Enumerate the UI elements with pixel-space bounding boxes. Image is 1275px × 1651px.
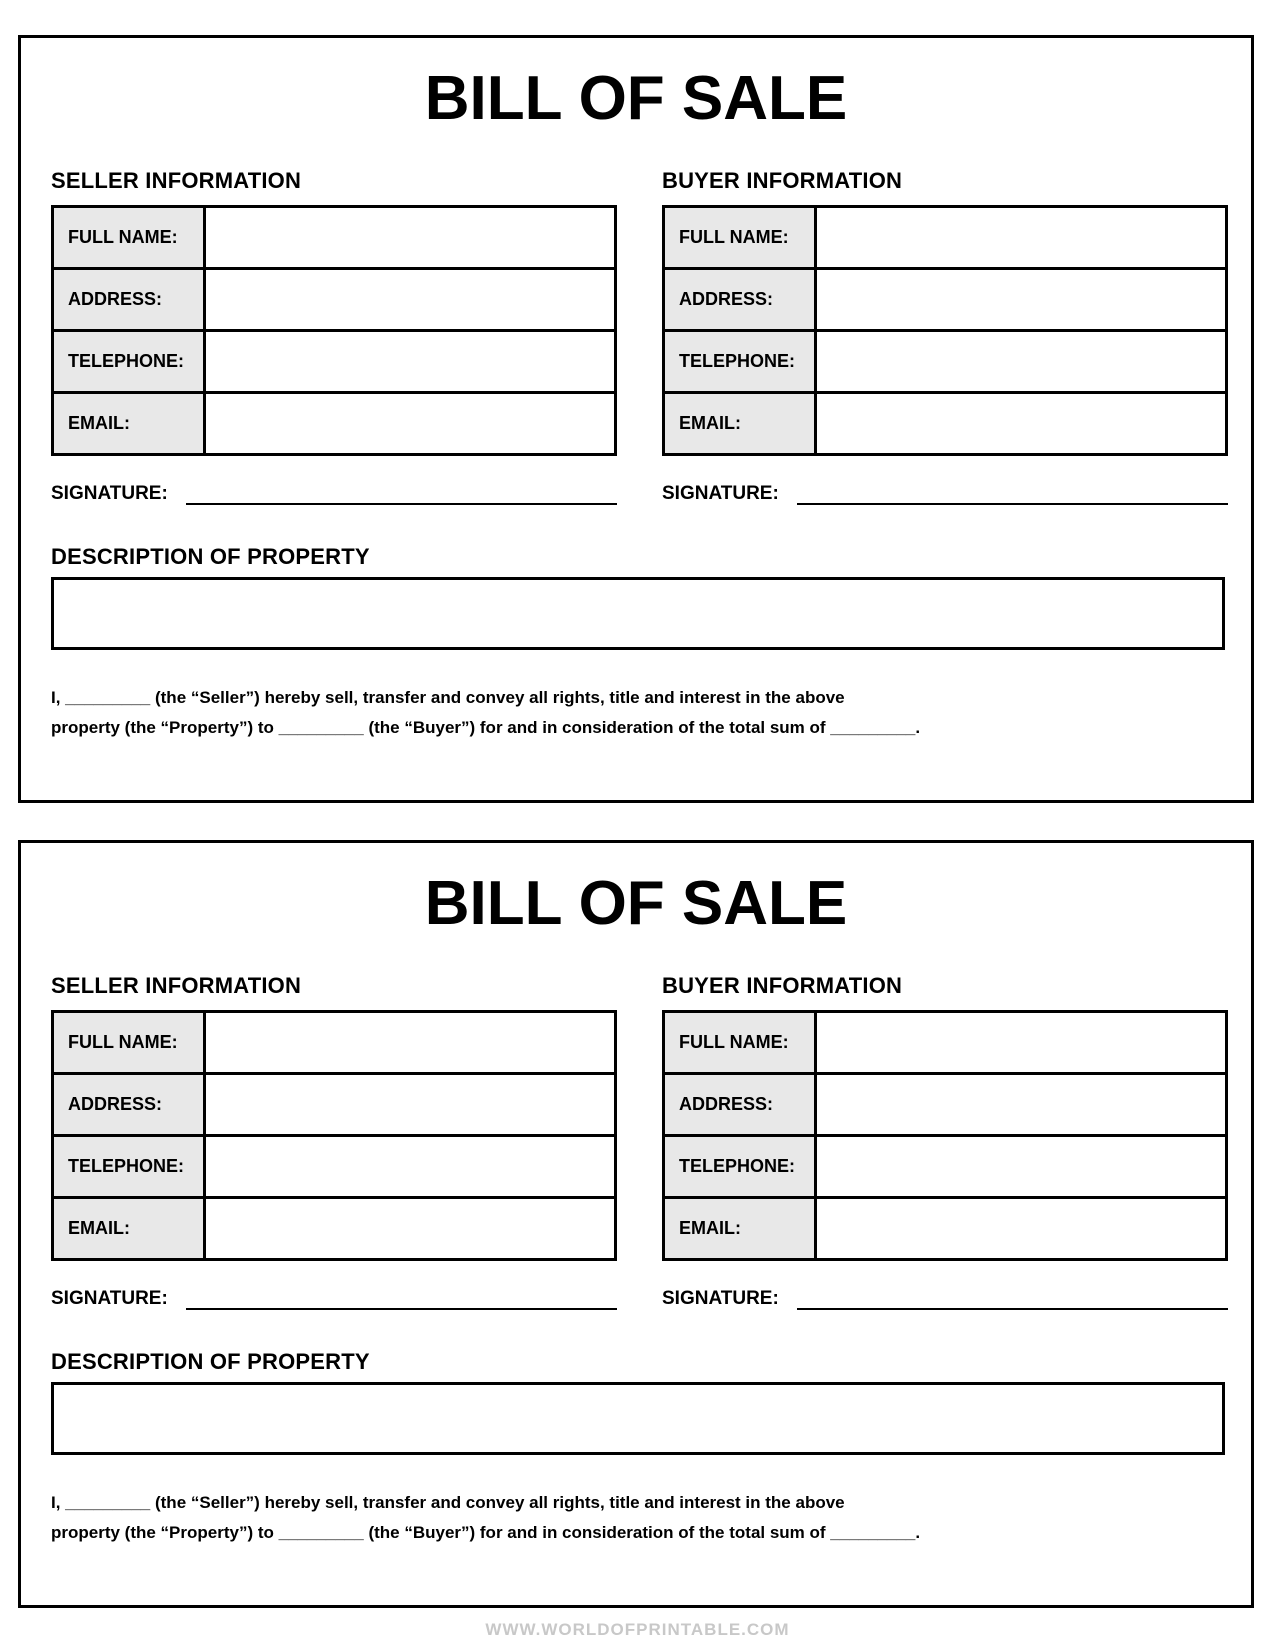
seller-signature-line[interactable]	[186, 485, 617, 505]
seller-email-field[interactable]	[205, 393, 616, 455]
buyer-telephone-field[interactable]	[816, 331, 1227, 393]
seller-signature-label: SIGNATURE:	[51, 1288, 168, 1309]
seller-signature-line[interactable]	[186, 1290, 617, 1310]
buyer-section	[662, 973, 1228, 1310]
buyer-email-field[interactable]	[816, 1198, 1227, 1260]
table-row	[664, 393, 1227, 455]
buyer-heading: BUYER INFORMATION	[662, 168, 903, 193]
seller-signature-label: SIGNATURE:	[51, 483, 168, 504]
table-row	[664, 331, 1227, 393]
seller-email-label: EMAIL:	[53, 1198, 205, 1260]
description-heading: DESCRIPTION OF PROPERTY	[51, 544, 370, 569]
buyer-signature-line[interactable]	[797, 1290, 1228, 1310]
description-heading: DESCRIPTION OF PROPERTY	[51, 1349, 370, 1374]
seller-section	[51, 168, 617, 505]
buyer-signature-row	[662, 1288, 1228, 1310]
bill-of-sale-form-2	[18, 840, 1254, 1608]
buyer-address-field[interactable]	[816, 1074, 1227, 1136]
buyer-telephone-field[interactable]	[816, 1136, 1227, 1198]
seller-telephone-field[interactable]	[205, 1136, 616, 1198]
table-row	[53, 1074, 616, 1136]
buyer-full-name-label: FULL NAME:	[664, 1012, 816, 1074]
buyer-email-field[interactable]	[816, 393, 1227, 455]
seller-heading: SELLER INFORMATION	[51, 973, 302, 998]
buyer-full-name-label: FULL NAME:	[664, 207, 816, 269]
table-row	[53, 1012, 616, 1074]
legal-statement-line-2: property (the “Property”) to _________ (the “Buyer”) for and in consideration of the total sum of _________.	[51, 1523, 921, 1542]
table-row	[53, 331, 616, 393]
buyer-info-table	[662, 205, 1228, 456]
buyer-address-label: ADDRESS:	[664, 1074, 816, 1136]
buyer-address-label: ADDRESS:	[664, 269, 816, 331]
buyer-section	[662, 168, 1228, 505]
buyer-telephone-label: TELEPHONE:	[664, 1136, 816, 1198]
buyer-signature-label: SIGNATURE:	[662, 483, 779, 504]
seller-full-name-field[interactable]	[205, 1012, 616, 1074]
table-row	[664, 1012, 1227, 1074]
seller-email-field[interactable]	[205, 1198, 616, 1260]
legal-statement	[51, 683, 1225, 743]
party-columns	[51, 973, 1228, 1310]
seller-info-table	[51, 1010, 617, 1261]
seller-telephone-field[interactable]	[205, 331, 616, 393]
website-footer: WWW.WORLDOFPRINTABLE.COM	[485, 1620, 790, 1639]
page-title: BILL OF SALE	[424, 64, 848, 133]
seller-section	[51, 973, 617, 1310]
seller-signature-row	[51, 1288, 617, 1310]
buyer-address-field[interactable]	[816, 269, 1227, 331]
description-field[interactable]	[51, 577, 1225, 650]
seller-full-name-label: FULL NAME:	[53, 207, 205, 269]
table-row	[664, 207, 1227, 269]
legal-statement-line-1: I, _________ (the “Seller”) hereby sell, transfer and convey all rights, title and interest in the above	[51, 688, 845, 707]
buyer-heading: BUYER INFORMATION	[662, 973, 903, 998]
buyer-full-name-field[interactable]	[816, 207, 1227, 269]
table-row	[53, 1198, 616, 1260]
table-row	[53, 393, 616, 455]
legal-statement-line-2: property (the “Property”) to _________ (the “Buyer”) for and in consideration of the total sum of _________.	[51, 718, 921, 737]
seller-full-name-field[interactable]	[205, 207, 616, 269]
bill-of-sale-form-1	[18, 35, 1254, 803]
seller-telephone-label: TELEPHONE:	[53, 331, 205, 393]
page-title: BILL OF SALE	[424, 869, 848, 938]
buyer-signature-row	[662, 483, 1228, 505]
party-columns	[51, 168, 1228, 505]
seller-address-label: ADDRESS:	[53, 1074, 205, 1136]
table-row	[53, 1136, 616, 1198]
seller-email-label: EMAIL:	[53, 393, 205, 455]
table-row	[664, 1198, 1227, 1260]
seller-address-label: ADDRESS:	[53, 269, 205, 331]
table-row	[664, 1136, 1227, 1198]
table-row	[664, 1074, 1227, 1136]
buyer-signature-label: SIGNATURE:	[662, 1288, 779, 1309]
seller-telephone-label: TELEPHONE:	[53, 1136, 205, 1198]
description-section	[51, 543, 1225, 743]
seller-signature-row	[51, 483, 617, 505]
buyer-telephone-label: TELEPHONE:	[664, 331, 816, 393]
seller-address-field[interactable]	[205, 1074, 616, 1136]
buyer-info-table	[662, 1010, 1228, 1261]
seller-info-table	[51, 205, 617, 456]
table-row	[53, 207, 616, 269]
buyer-email-label: EMAIL:	[664, 1198, 816, 1260]
seller-heading: SELLER INFORMATION	[51, 168, 302, 193]
seller-address-field[interactable]	[205, 269, 616, 331]
buyer-email-label: EMAIL:	[664, 393, 816, 455]
table-row	[53, 269, 616, 331]
legal-statement-line-1: I, _________ (the “Seller”) hereby sell, transfer and convey all rights, title and interest in the above	[51, 1493, 845, 1512]
buyer-signature-line[interactable]	[797, 485, 1228, 505]
description-field[interactable]	[51, 1382, 1225, 1455]
buyer-full-name-field[interactable]	[816, 1012, 1227, 1074]
seller-full-name-label: FULL NAME:	[53, 1012, 205, 1074]
description-section	[51, 1348, 1225, 1548]
legal-statement	[51, 1488, 1225, 1548]
table-row	[664, 269, 1227, 331]
